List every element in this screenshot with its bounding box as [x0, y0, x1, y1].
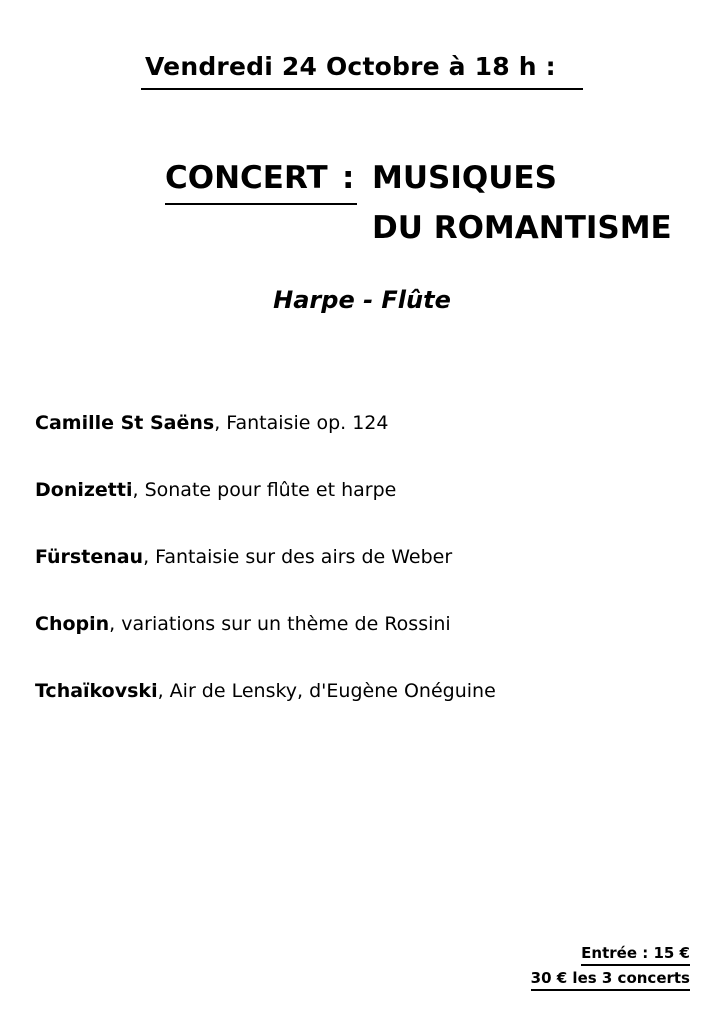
work-title: , variations sur un thème de Rossini [109, 613, 451, 635]
title-line-1: MUSIQUES [372, 160, 557, 196]
program-item [35, 408, 496, 475]
program-item [35, 609, 496, 676]
composer-name: Fürstenau [35, 546, 144, 568]
program-item [35, 475, 496, 542]
price-pass [531, 966, 690, 991]
subtitle-instruments: Harpe - Flûte [273, 286, 451, 314]
date-underline [141, 88, 583, 90]
program-item [35, 676, 496, 743]
composer-name: Chopin [35, 613, 110, 635]
title-concert: CONCERT [165, 160, 328, 196]
event-date: Vendredi 24 Octobre à 18 h : [145, 52, 556, 81]
price-entry-text: Entrée : 15 € [581, 943, 690, 966]
title-colon: : [342, 160, 355, 196]
program-list [35, 408, 496, 743]
concert-underline [165, 203, 357, 205]
price-pass-text: 30 € les 3 concerts [531, 968, 690, 991]
work-title: , Fantaisie op. 124 [214, 412, 389, 434]
composer-name: Donizetti [35, 479, 133, 501]
pricing [531, 941, 690, 991]
work-title: , Fantaisie sur des airs de Weber [143, 546, 453, 568]
work-title: , Air de Lensky, d'Eugène Onéguine [157, 680, 496, 702]
work-title: , Sonate pour flûte et harpe [132, 479, 397, 501]
composer-name: Tchaïkovski [35, 680, 158, 702]
composer-name: Camille St Saëns [35, 412, 215, 434]
program-item [35, 542, 496, 609]
title-line-2: DU ROMANTISME [372, 210, 672, 246]
price-entry [531, 941, 690, 966]
